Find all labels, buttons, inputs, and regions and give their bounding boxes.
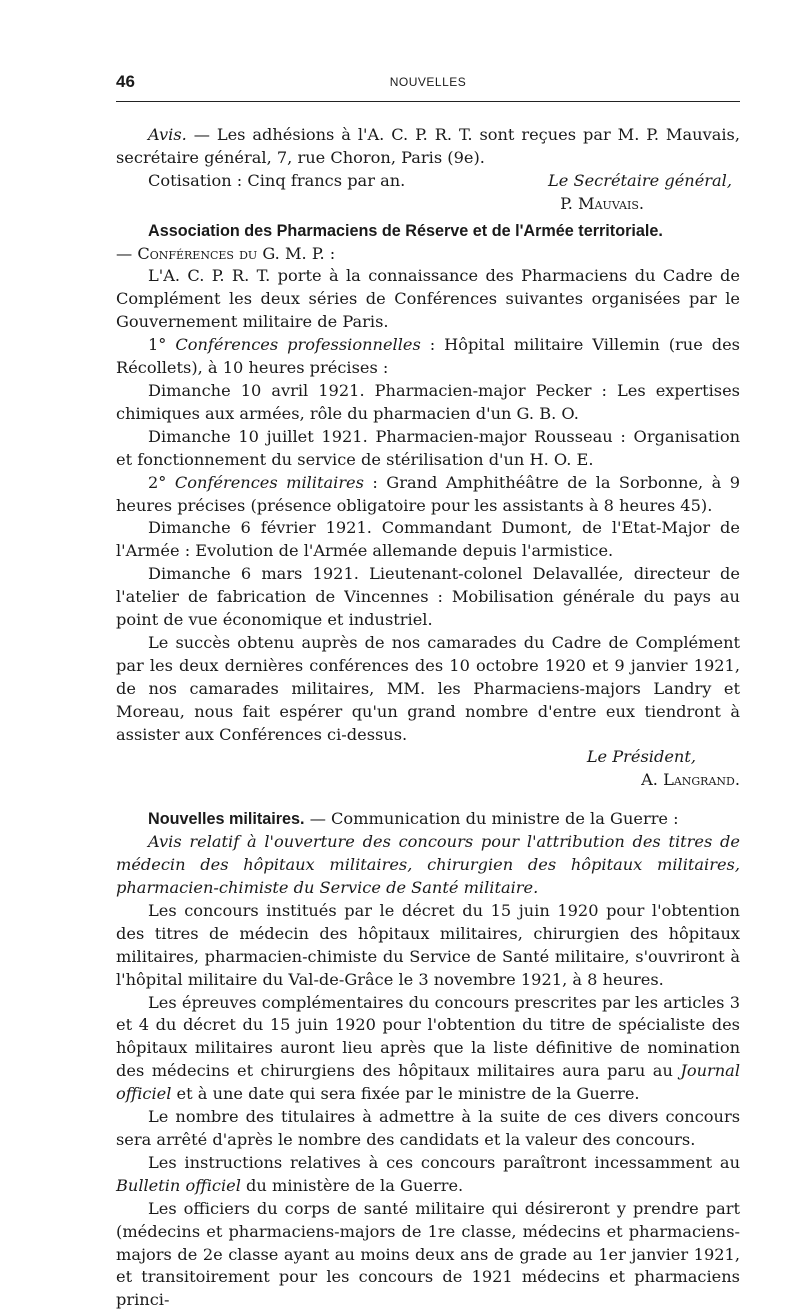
assoc-date-2: Dimanche 10 juillet 1921. Pharmacien-major Rousseau : Organisation et fonctionnement du service de stérilisation d'un H. O. E.	[116, 426, 740, 469]
running-title: NOUVELLES	[389, 75, 467, 89]
avis-label: Avis.	[148, 125, 187, 144]
militaires-p3: Le nombre des titulaires à admettre à la suite de ces divers concours sera arrêté d'après le nombre des candidats et la valeur des concours.	[116, 1107, 740, 1149]
avis-cotisation-line	[116, 170, 740, 193]
assoc-success: Le succès obtenu auprès de nos camarades du Cadre de Complément par les deux dernières conférences des 10 octobre 1920 et 9 janvier 1921, de nos camarades militaires, MM. les Pharmaciens-majors Landry et Moreau, nous fait espérer qu'un grand nombre d'entre eux tiendront à assister aux Conférences ci-dessus.	[116, 632, 740, 744]
journal-officiel: Journal officiel	[116, 1061, 740, 1104]
assoc-date-3: Dimanche 6 février 1921. Commandant Dumont, de l'Etat-Major de l'Armée : Evolution de l'Armée allemande depuis l'armistice.	[116, 518, 740, 561]
avis-cotisation: Cotisation : Cinq francs par an.	[148, 170, 406, 190]
militaires-heading-paragraph: Nouvelles militaires. — Communication du ministre de la Guerre :	[148, 809, 679, 829]
avis-signature-title: Le Secrétaire général,	[548, 170, 732, 190]
avis-text: — Les adhésions à l'A. C. P. R. T. sont reçues par M. P. Mauvais, secrétaire général, 7, rue Choron, Paris (9e).	[116, 125, 740, 167]
assoc-heading: Association des Pharmaciens de Réserve et de l'Armée territoriale.	[148, 221, 663, 240]
document-page	[116, 72, 740, 1310]
assoc-date-4: Dimanche 6 mars 1921. Lieutenant-colonel Delavallée, directeur de l'atelier de fabrication de Vincennes : Mobilisation générale du pays au point de vue économique et industriel.	[116, 564, 740, 630]
conf2-title: Conférences militaires	[174, 472, 364, 492]
assoc-signature-name: A. Langrand.	[641, 770, 740, 790]
militaires-p4: Les instructions relatives à ces concours paraîtront incessamment au Bulletin officiel du ministère de la Guerre.	[116, 1152, 740, 1195]
assoc-subhead: — Conférences du G. M. P. :	[116, 243, 336, 263]
militaires-heading: Nouvelles militaires.	[148, 810, 305, 829]
militaires-p2: Les épreuves complémentaires du concours prescrites par les articles 3 et 4 du décret du 15 juin 1920 pour l'obtention du titre de spécialiste des hôpitaux militaires auront lieu après que la liste définitive de nomination des médecins et chirurgiens des hôpitaux militaires aura paru au Journal officiel et à une date qui sera fixée par le ministre de la Guerre.	[116, 992, 740, 1104]
militaires-p5: Les officiers du corps de santé militaire qui désireront y prendre part (médecins et pharmaciens-majors de 1re classe, médecins et pharmaciens-majors de 2e classe ayant au moins deux ans de grade au 1er janvier 1921, et transitoirement pour les concours de 1921 médecins et pharmaciens princi-	[116, 1198, 740, 1310]
section-gap	[116, 792, 740, 808]
header-rule	[116, 101, 740, 102]
conf1-title: Conférences professionnelles	[175, 335, 421, 355]
assoc-heading-paragraph	[116, 220, 740, 243]
page-header	[116, 72, 740, 94]
assoc-date-1: Dimanche 10 avril 1921. Pharmacien-major Pecker : Les expertises chimiques aux armées, rôle du pharmacien d'un G. B. O.	[116, 380, 740, 423]
page-number: 46	[116, 72, 135, 91]
assoc-intro: L'A. C. P. R. T. porte à la connaissance des Pharmaciens du Cadre de Complément les deux séries de Conférences suivantes organisées par le Gouvernement militaire de Paris.	[116, 266, 740, 332]
page-body	[116, 124, 740, 1312]
assoc-conf1: 1° Conférences professionnelles : Hôpital militaire Villemin (rue des Récollets), à 10 heures précises :	[116, 335, 740, 378]
avis-signature-name: P. Mauvais.	[560, 193, 644, 213]
militaires-avis: Avis relatif à l'ouverture des concours pour l'attribution des titres de médecin des hôpitaux militaires, chirurgien des hôpitaux militaires, pharmacien-chimiste du Service de Santé militaire.	[116, 832, 740, 897]
assoc-conf2: 2° Conférences militaires : Grand Amphithéâtre de la Sorbonne, à 9 heures précises (présence obligatoire pour les assistants à 8 heures 45).	[116, 472, 740, 515]
assoc-signature-title: Le Président,	[586, 747, 696, 767]
bulletin-officiel: Bulletin officiel	[116, 1175, 241, 1195]
militaires-p1: Les concours institués par le décret du 15 juin 1920 pour l'obtention des titres de médecin des hôpitaux militaires, chirurgien des hôpitaux militaires, pharmacien-chimiste du Service de Santé militaire, s'ouvriront à l'hôpital militaire du Val-de-Grâce le 3 novembre 1921, à 8 heures.	[116, 900, 740, 989]
avis-paragraph	[116, 124, 740, 170]
